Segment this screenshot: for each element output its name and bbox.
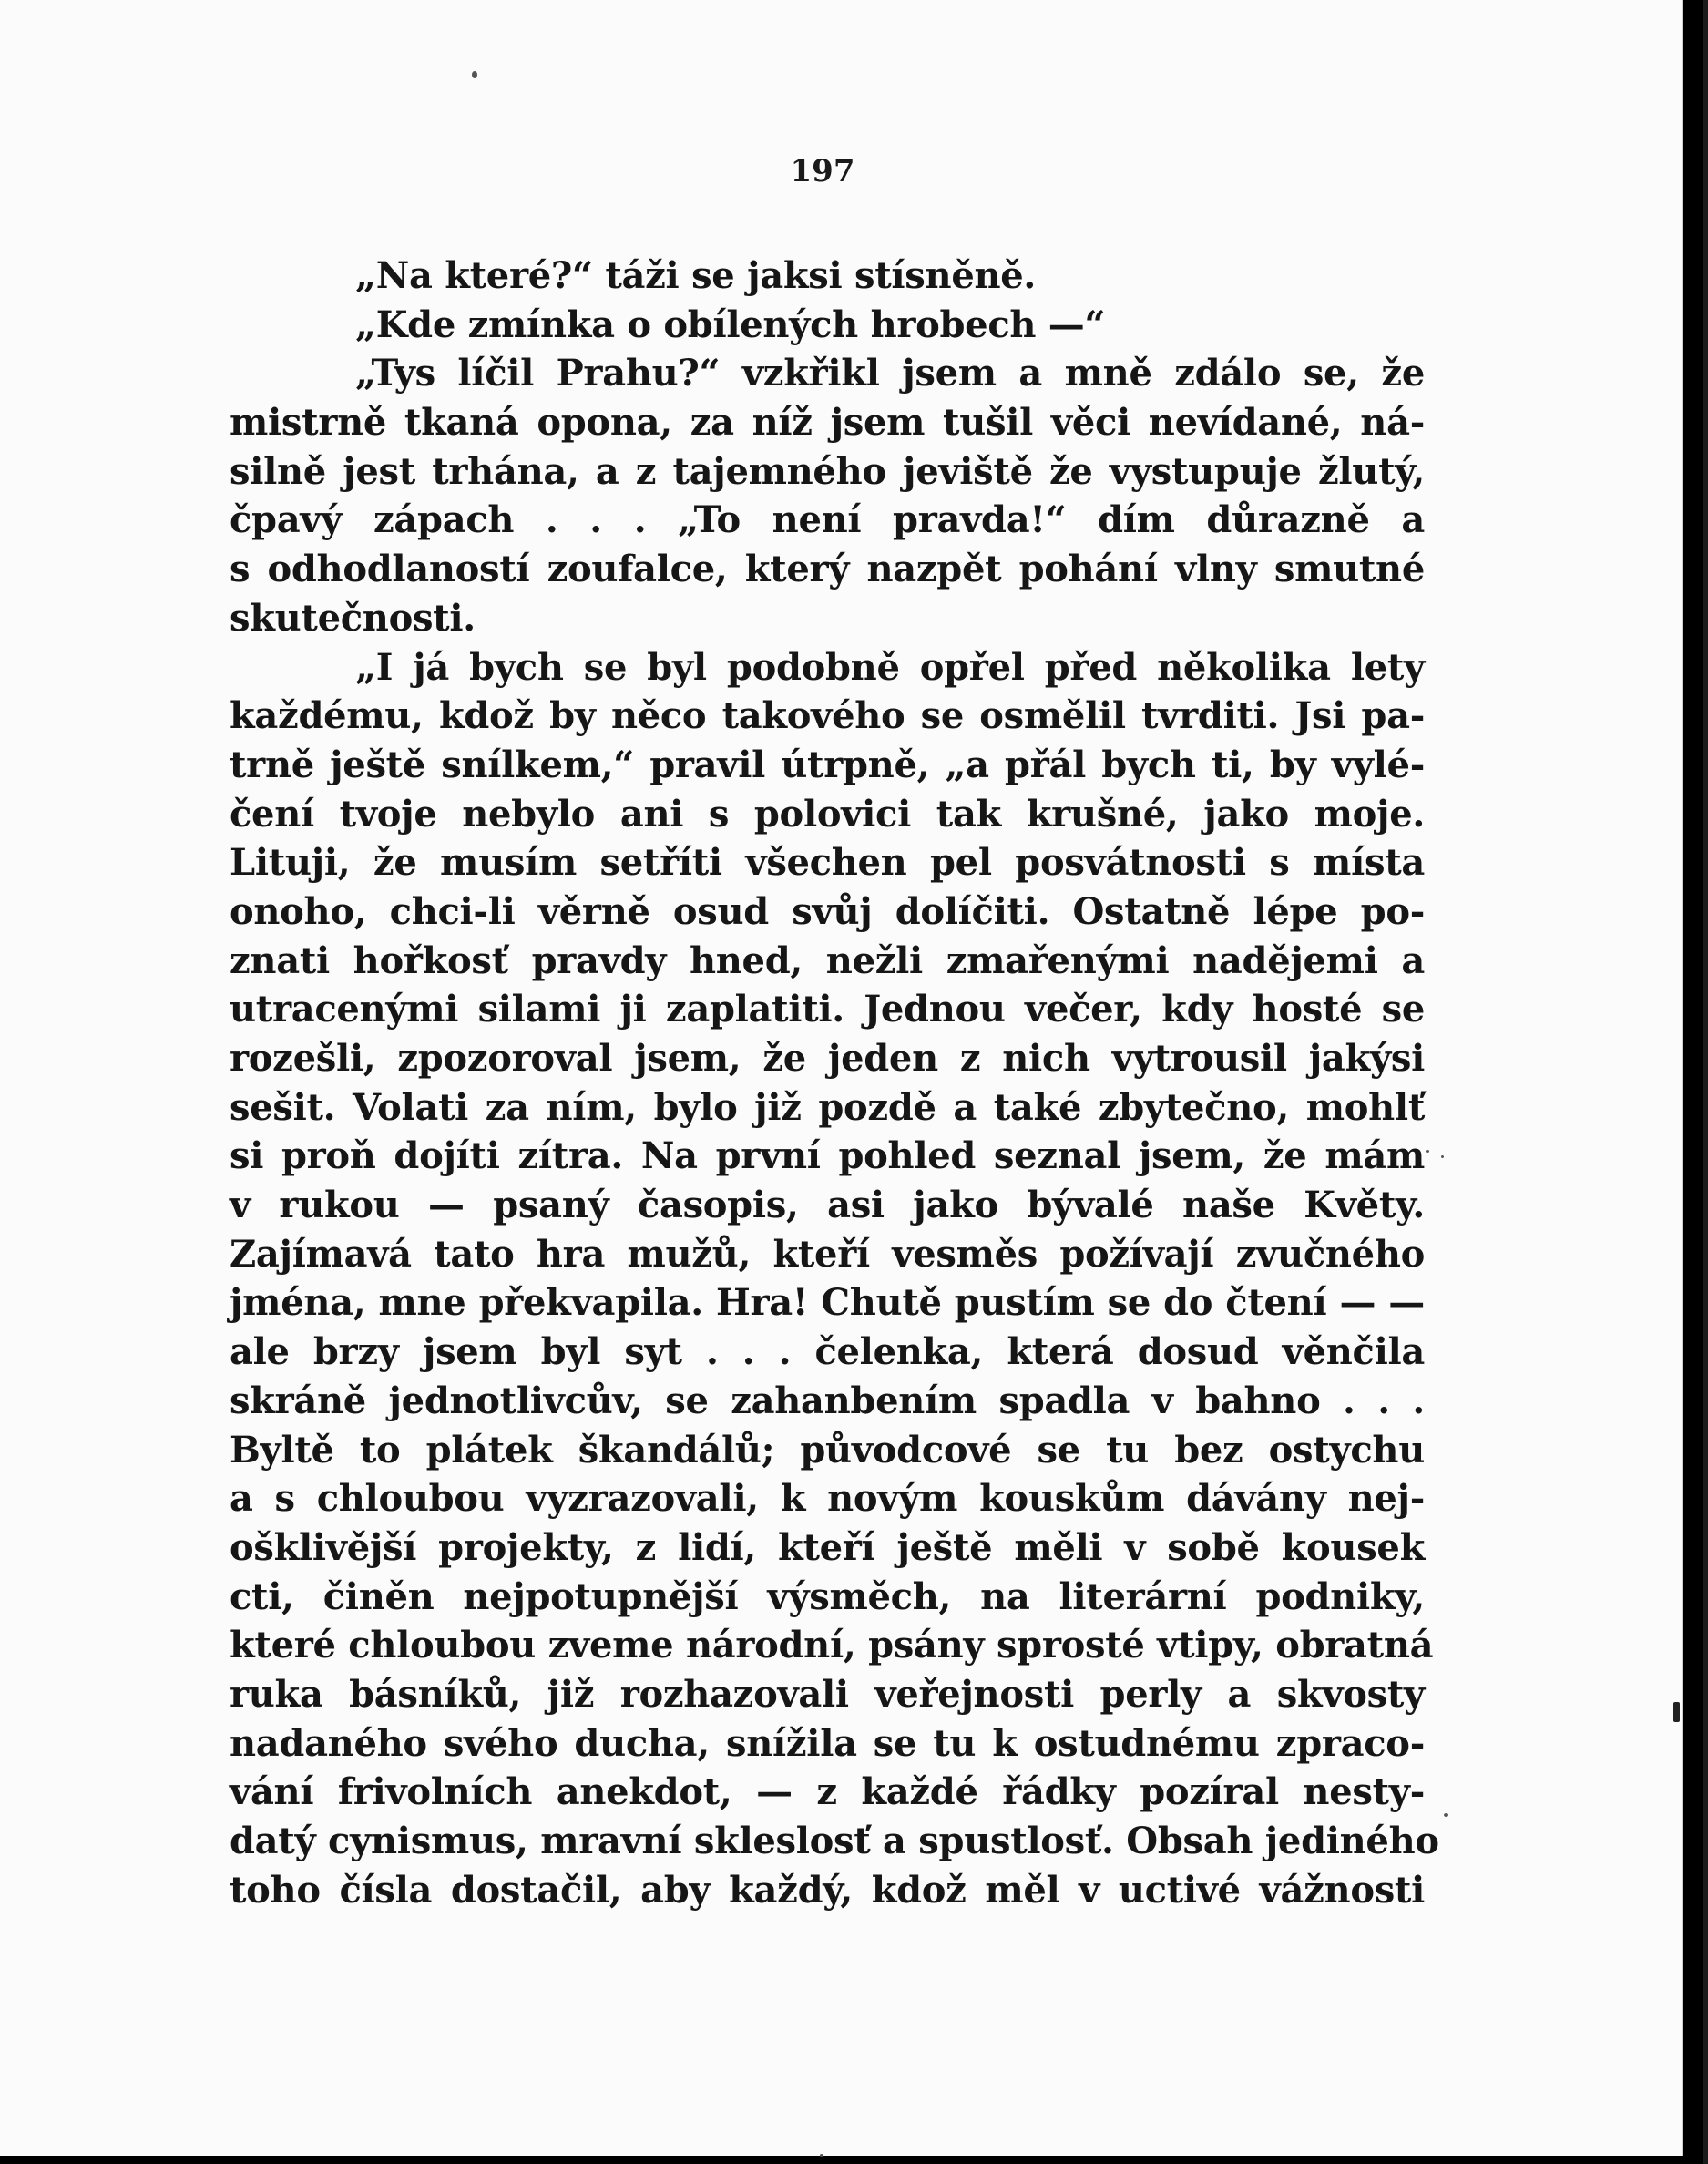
text-line: každému, kdož by něco takového se osmělil tvrditi. Jsi pa-	[230, 694, 1425, 738]
text-line: vání frivolních anekdot, — z každé řádky pozíral nesty-	[230, 1770, 1425, 1814]
text-line: Byltě to plátek škandálů; původcové se tu bez ostychu	[230, 1428, 1425, 1472]
text-line: mistrně tkaná opona, za níž jsem tušil věci nevídané, ná-	[230, 401, 1425, 445]
page-number: 197	[790, 153, 855, 190]
text-line: toho čísla dostačil, aby každý, kdož měl v uctivé vážnosti	[230, 1868, 1425, 1912]
text-line: s odhodlaností zoufalce, který nazpět pohání vlny smutné	[230, 548, 1425, 591]
text-line: skutečnosti.	[230, 596, 476, 640]
text-line: onoho, chci-li věrně osud svůj dolíčiti. Ostatně lépe po-	[230, 889, 1425, 933]
text-line: Lituji, že musím setříti všechen pel posvátnosti s místa	[230, 841, 1425, 885]
text-line: „Kde zmínka o obílených hrobech —“	[355, 303, 1106, 346]
page-edge	[1703, 0, 1708, 2164]
text-line: ošklivější projekty, z lidí, kteří ještě měli v sobě kousek	[230, 1525, 1425, 1569]
text-line: silně jest trhána, a z tajemného jeviště že vystupuje žlutý,	[230, 449, 1425, 493]
text-line: nadaného svého ducha, snížila se tu k ostudnému zpraco-	[230, 1721, 1425, 1765]
text-line: sešit. Volati za ním, bylo již pozdě a také zbytečno, mohlť	[230, 1085, 1425, 1129]
text-line: čpavý zápach . . . „To není pravda!“ dím důrazně a	[230, 498, 1425, 542]
text-line: ale brzy jsem byl syt . . . čelenka, která dosud věnčila	[230, 1330, 1425, 1374]
scan-speck	[1426, 1150, 1429, 1153]
text-line: datý cynismus, mravní skleslosť a spustlosť. Obsah jediného	[230, 1820, 1439, 1862]
scan-speck	[472, 71, 477, 78]
text-line: které chloubou zveme národní, psány sprosté vtipy, obratná	[230, 1624, 1434, 1667]
text-line: „I já bych se byl podobně opřel před několika lety	[355, 645, 1425, 689]
text-line: utracenými silami ji zaplatiti. Jednou večer, kdy hosté se	[230, 988, 1425, 1031]
scan-speck	[1441, 1155, 1444, 1158]
text-line: ruka básníků, již rozhazovali veřejnosti perly a skvosty	[230, 1672, 1425, 1716]
text-line: „Tys líčil Prahu?“ vzkřikl jsem a mně zdálo se, že	[355, 352, 1425, 395]
text-line: čení tvoje nebylo ani s polovici tak krušné, jako moje.	[230, 792, 1425, 836]
text-line: Zajímavá tato hra mužů, kteří vesměs požívají zvučného	[230, 1232, 1425, 1276]
text-line: a s chloubou vyzrazovali, k novým kouskům dávány nej-	[230, 1477, 1425, 1521]
text-line: jména, mne překvapila. Hra! Chutě pustím se do čtení — —	[230, 1281, 1425, 1325]
scan-speck	[820, 2154, 823, 2157]
scan-speck	[1673, 1702, 1680, 1722]
scan-speck	[1444, 1813, 1448, 1817]
text-line: cti, činěn nejpotupnější výsměch, na literární podniky,	[230, 1574, 1425, 1618]
text-line: trně ještě snílkem,“ pravil útrpně, „a přál bych ti, by vylé-	[230, 743, 1425, 786]
text-line: si proň dojíti zítra. Na první pohled seznal jsem, že mám	[230, 1134, 1425, 1178]
text-line: znati hořkosť pravdy hned, nežli zmařenými nadějemi a	[230, 938, 1425, 982]
body-text	[230, 251, 1439, 1914]
text-line: v rukou — psaný časopis, asi jako bývalé naše Květy.	[230, 1184, 1425, 1227]
text-line: skráně jednotlivcův, se zahanbením spadla v bahno . . .	[230, 1379, 1425, 1422]
text-line: „Na které?“ táži se jaksi stísněně.	[355, 254, 1037, 297]
text-line: rozešli, zpozoroval jsem, že jeden z nich vytrousil jakýsi	[230, 1037, 1425, 1080]
